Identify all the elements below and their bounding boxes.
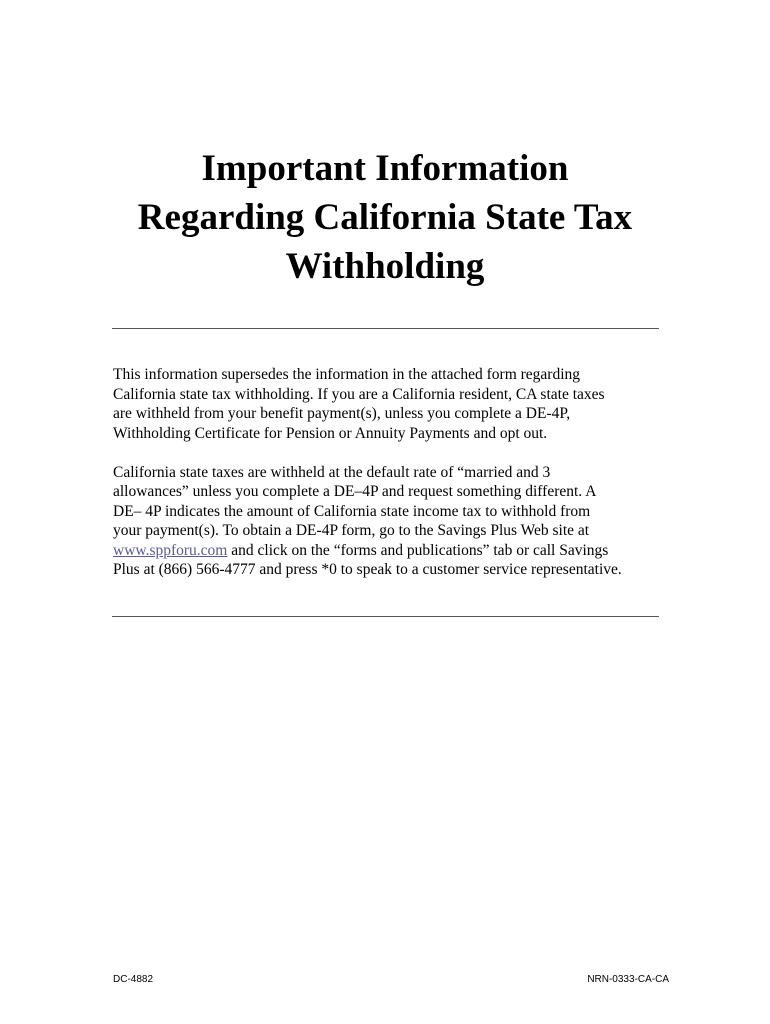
text-line: your payment(s). To obtain a DE-4P form, go to the Savings Plus Web site at [113, 522, 590, 539]
form-number-left: DC-4882 [113, 974, 154, 985]
text-line: Plus at (866) 566-4777 and press *0 to speak to a customer service representative. [113, 561, 622, 578]
text-line: California state taxes are withheld at the default rate of “married and 3 [113, 463, 551, 481]
paragraph-supersedes [113, 365, 663, 443]
text-line: are withheld from your benefit payment(s), unless you complete a DE-4P, [113, 405, 571, 422]
title-line: Regarding California State Tax [137, 197, 633, 238]
document-title [60, 144, 710, 291]
title-line: Important Information [201, 148, 569, 189]
paragraph-default-rate [113, 463, 663, 580]
text-line: DE– 4P indicates the amount of California state income tax to withhold from [113, 502, 591, 520]
text-line [113, 541, 663, 561]
body-text [113, 365, 663, 580]
form-number-right: NRN-0333-CA-CA [587, 974, 669, 985]
text-line: This information supersedes the information in the attached form regarding [113, 366, 581, 383]
bottom-divider [112, 616, 659, 617]
text-line: allowances” unless you complete a DE–4P and request something different. A [113, 483, 597, 500]
title-line: Withholding [285, 246, 485, 287]
text-segment: and click on the “forms and publications” tab or call Savings [227, 541, 609, 559]
text-line: Withholding Certificate for Pension or Annuity Payments and opt out. [113, 424, 548, 442]
top-divider [112, 328, 659, 329]
text-line: California state tax withholding. If you are a California resident, CA state taxes [113, 385, 605, 403]
savings-plus-website-link[interactable]: www.sppforu.com [113, 541, 228, 559]
